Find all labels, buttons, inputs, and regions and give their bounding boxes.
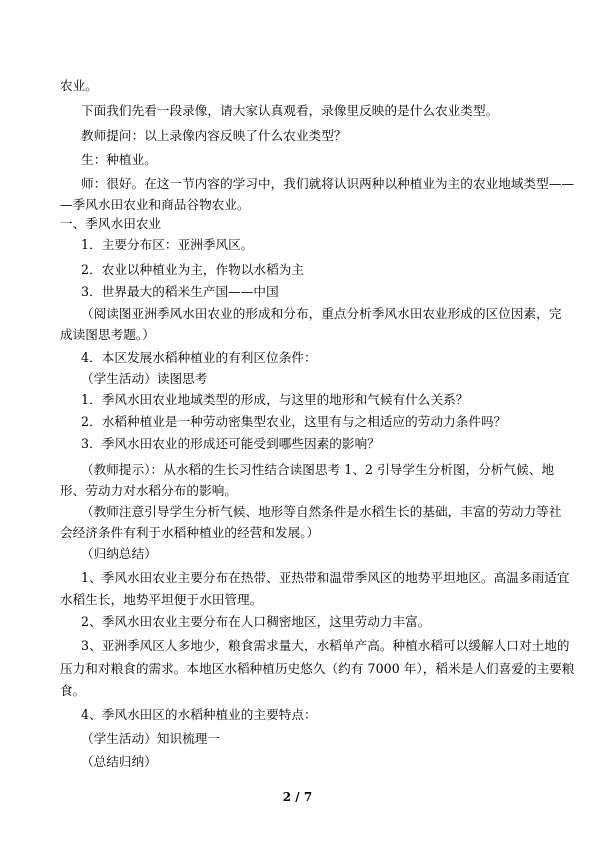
text-line: （阅读图亚洲季风水田农业的形成和分布，重点分析季风水田农业形成的区位因素，完 [81,306,562,321]
list-item: 1、季风水田农业主要分布在热带、亚热带和温带季风区的地势平坦地区。高温多雨适宜 [81,570,570,585]
text-line: （学生活动）知识梳理一 [81,731,221,746]
text-line: 食。 [60,683,86,698]
text-line: 成读图思考题。） [60,327,155,342]
list-item: 3．世界最大的稻米生产国——中国 [81,284,279,299]
text-line: —季风水田农业和商品谷物农业。 [60,197,250,212]
text-line: 水稻生长，地势平坦便于水田管理。 [60,592,263,607]
list-item: 3、亚洲季风区人多地少，粮食需求量大，水稻单产高。种植水稻可以缓解人口对土地的 [81,638,570,653]
text-line: （总结归纳） [81,754,157,769]
text-line: 师：很好。在这一节内容的学习中，我们就将认识两种以种植业为主的农业地域类型—— [81,176,575,191]
text-line: （学生活动）读图思考 [81,371,208,386]
text-line: 农业。 [60,78,98,93]
list-item: 2．农业以种植业为主，作物以水稻为主 [81,262,305,277]
text-line: （教师注意引导学生分析气候、地形等自然条件是水稻生长的基础，丰富的劳动力等社 [81,504,562,519]
list-item: 1．主要分布区：亚洲季风区。 [81,237,254,252]
text-line: （归纳总结） [81,546,157,561]
list-item: 4．本区发展水稻种植业的有利区位条件： [81,350,317,365]
text-line: 生：种植业。 [81,152,157,167]
list-item: 3．季风水田农业的形成还可能受到哪些因素的影响？ [81,436,380,451]
list-item: 2、季风水田农业主要分布在人口稠密地区，这里劳动力丰富。 [81,614,431,629]
page-number: 2 / 7 [282,790,313,804]
list-item: 2．水稻种植业是一种劳动密集型农业，这里有与之相适应的劳动力条件吗？ [81,414,507,429]
text-line: 压力和对粮食的需求。本地区水稻种植历史悠久（约有 7000 年），稻米是人们喜爱的主要粮 [60,661,575,676]
text-line: （教师提示）：从水稻的生长习性结合读图思考 1、2 引导学生分析图，分析气候、地 [81,462,555,477]
text-line: 会经济条件有利于水稻种植业的经营和发展。） [60,525,320,540]
list-item: 4、季风水田区的水稻种植业的主要特点： [81,707,317,722]
section-heading: 一、季风水田农业 [60,216,162,231]
text-line: 教师提问：以上录像内容反映了什么农业类型？ [81,128,347,143]
list-item: 1．季风水田农业地域类型的形成，与这里的地形和气候有什么关系？ [81,392,469,407]
text-line: 形、劳动力对水稻分布的影响。 [60,483,238,498]
text-line: 下面我们先看一段录像，请大家认真观看，录像里反映的是什么农业类型。 [81,103,499,118]
